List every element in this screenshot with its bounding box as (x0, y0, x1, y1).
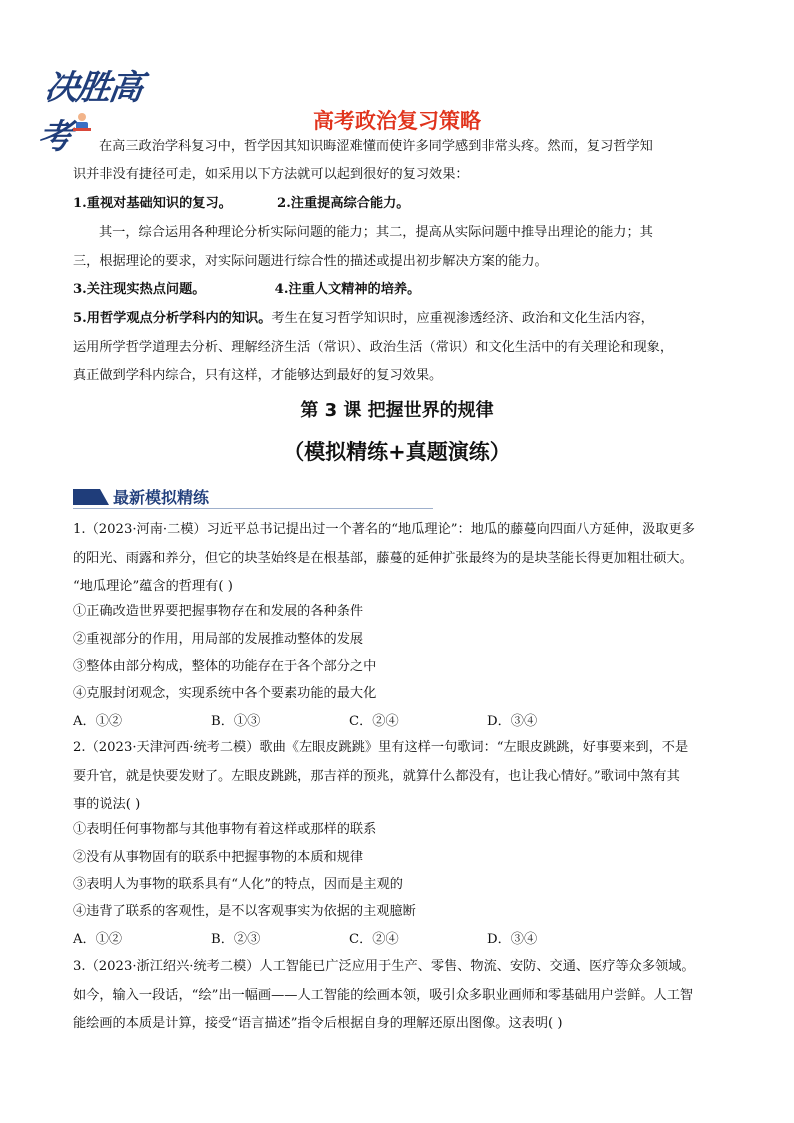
q2-option-b[interactable]: B．②③ (211, 932, 261, 947)
q3-line-2: 如今，输入一段话，“绘”出一幅画——人工智能的绘画本领，吸引众多职业画师和零基础用户尝鲜。人工智 (73, 988, 694, 1003)
tip-line-1 (73, 194, 733, 213)
section-divider (73, 508, 433, 509)
q2-line-2: 要升官，就是快要发财了。左眼皮跳跳，那吉祥的预兆，就算什么都没有，也让我心情好。”歌词中煞有其 (73, 769, 680, 784)
q2-item-2: ②没有从事物固有的联系中把握事物的本质和规律 (73, 850, 364, 865)
q2-option-a[interactable]: A．①② (73, 932, 123, 947)
tip2-detail-2: 三，根据理论的要求，对实际问题进行综合性的描述或提出初步解决方案的能力。 (73, 254, 548, 269)
q1-line-2: 的阳光、雨露和养分，但它的块茎始终是在根基部，藤蔓的延伸扩张最终为的是块茎能长得更加粗壮硕大。 (73, 551, 693, 566)
q2-option-c[interactable]: C．②④ (349, 932, 399, 947)
section-header (73, 485, 433, 509)
q1-item-3: ③整体由部分构成，整体的功能存在于各个部分之中 (73, 659, 377, 674)
q2-item-1: ①表明任何事物都与其他事物有着这样或那样的联系 (73, 822, 377, 837)
page-title: 高考政治复习策略 (313, 109, 481, 133)
tip-line-5 (73, 309, 733, 328)
q1-option-a[interactable]: A．①② (73, 714, 123, 729)
q3-line-3: 能绘画的本质是计算，接受“语言描述”指令后根据自身的理解还原出图像。这表明( ) (73, 1016, 563, 1031)
q1-option-d[interactable]: D．③④ (487, 714, 538, 729)
intro-line-1: 在高三政治学科复习中，哲学因其知识晦涩难懂而使许多同学感到非常头疼。然而，复习哲学知 (99, 139, 653, 154)
q1-item-4: ④克服封闭观念，实现系统中各个要素功能的最大化 (73, 686, 377, 701)
tip-5: 5.用哲学观点分析学科内的知识。 (73, 311, 272, 326)
q2-item-4: ④违背了联系的客观性，是不以客观事实为依据的主观臆断 (73, 904, 416, 919)
intro-line-2: 识并非没有捷径可走，如采用以下方法就可以起到很好的复习效果： (73, 167, 469, 182)
tip5-detail-2: 真正做到学科内综合，只有这样，才能够达到最好的复习效果。 (73, 368, 443, 383)
q1-line-1: 1.（2023·河南·二模）习近平总书记提出过一个著名的“地瓜理论”：地瓜的藤蔓向四面八方延伸，汲取更多 (73, 522, 695, 537)
tip-1: 1.重视对基础知识的复习。 (73, 196, 232, 211)
tip-2: 2.注重提高综合能力。 (277, 196, 410, 211)
tip5-detail-1: 运用所学哲学道理去分析、理解经济生活（常识）、政治生活（常识）和文化生活中的有关理论和现象， (73, 340, 674, 355)
tip-4: 4.注重人文精神的培养。 (274, 282, 421, 297)
q2-line-3: 事的说法( ) (73, 797, 141, 812)
q1-option-c[interactable]: C．②④ (349, 714, 399, 729)
tip2-detail-1: 其一，综合运用各种理论分析实际问题的能力；其二，提高从实际问题中推导出理论的能力；其 (99, 225, 653, 240)
tip-5-rest: 考生在复习哲学知识时，应重视渗透经济、政治和文化生活内容， (271, 311, 654, 326)
tip-3: 3.关注现实热点问题。 (73, 282, 206, 297)
q1-line-3: “地瓜理论”蕴含的哲理有( ) (73, 579, 233, 594)
tip-line-2 (73, 280, 733, 299)
section-label: 最新模拟精练 (113, 488, 210, 507)
q1-option-b[interactable]: B．①③ (211, 714, 261, 729)
q1-item-2: ②重视部分的作用，用局部的发展推动整体的发展 (73, 632, 364, 647)
q1-options (73, 712, 733, 731)
lesson-subtitle: （模拟精练+真题演练） (283, 440, 511, 464)
q2-item-3: ③表明人为事物的联系具有“人化”的特点，因而是主观的 (73, 877, 403, 892)
logo-text: 决胜高考 (35, 68, 144, 157)
q1-item-1: ①正确改造世界要把握事物存在和发展的各种条件 (73, 604, 364, 619)
lesson-title: 第 3 课 把握世界的规律 (300, 400, 494, 421)
section-flag-icon (73, 489, 109, 505)
q2-line-1: 2.（2023·天津河西·统考二模）歌曲《左眼皮跳跳》里有这样一句歌词：“左眼皮跳跳，好事要来到，不是 (73, 740, 689, 755)
q2-option-d[interactable]: D．③④ (487, 932, 538, 947)
q3-line-1: 3.（2023·浙江绍兴·统考二模）人工智能已广泛应用于生产、零售、物流、安防、交通、医疗等众多领域。 (73, 959, 695, 974)
q2-options (73, 930, 733, 949)
